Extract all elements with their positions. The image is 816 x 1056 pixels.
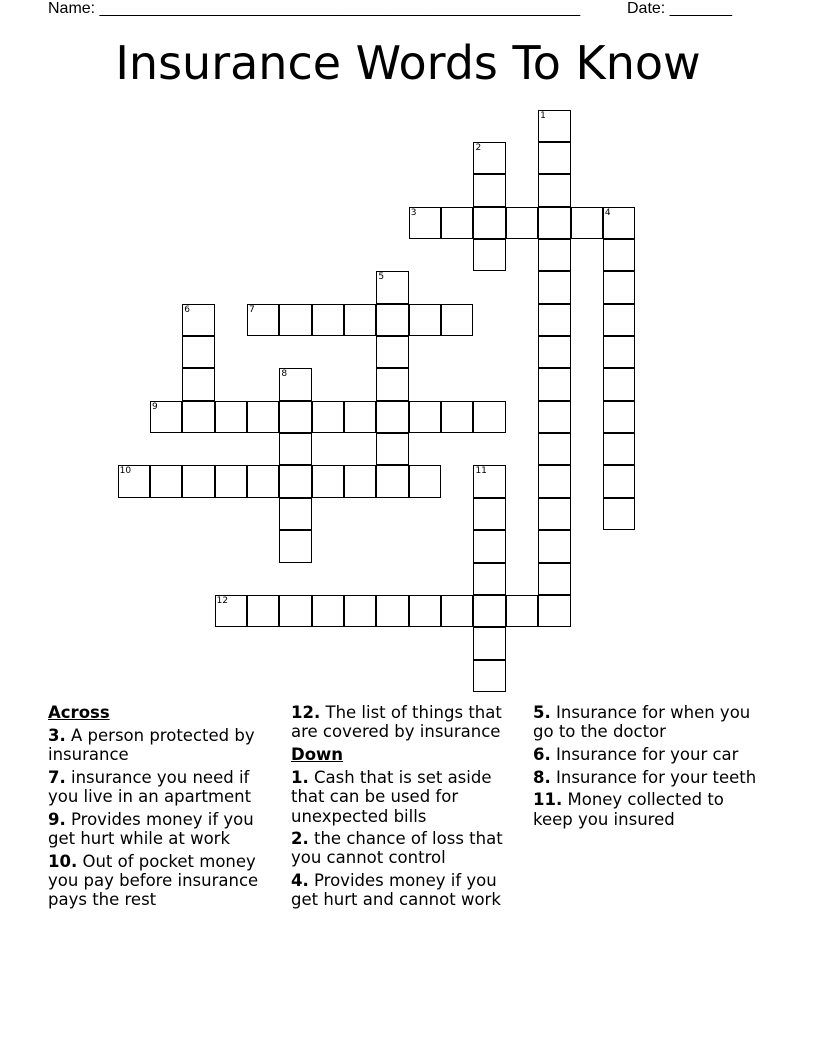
clue-down-6	[533, 745, 768, 764]
grid-cell[interactable]	[603, 368, 635, 400]
grid-cell[interactable]	[376, 304, 408, 336]
grid-cell[interactable]	[182, 304, 214, 336]
clue-number: 2.	[291, 829, 309, 849]
grid-cell[interactable]	[473, 401, 505, 433]
clue-number: 4.	[291, 871, 309, 891]
grid-cell[interactable]	[538, 530, 570, 562]
clue-text: insurance you need if you live in an apartment	[48, 768, 252, 807]
grid-cell[interactable]	[344, 465, 376, 497]
clue-number: 10.	[48, 851, 78, 871]
grid-cell[interactable]	[409, 207, 441, 239]
grid-cell[interactable]	[473, 660, 505, 692]
grid-cell[interactable]	[441, 304, 473, 336]
grid-cell[interactable]	[376, 465, 408, 497]
grid-cell[interactable]	[538, 271, 570, 303]
clue-text: Insurance for when you go to the doctor	[533, 703, 751, 742]
grid-cell[interactable]	[215, 401, 247, 433]
clue-number: 3.	[48, 726, 66, 746]
grid-cell[interactable]	[538, 595, 570, 627]
grid-cell[interactable]	[538, 433, 570, 465]
name-field-label[interactable]: Name: ______________________________________________________	[48, 0, 581, 17]
grid-cell[interactable]	[441, 401, 473, 433]
grid-cell[interactable]	[538, 174, 570, 206]
clue-text: Cash that is set aside that can be used for unexpected bills	[291, 768, 492, 826]
grid-cell[interactable]	[603, 304, 635, 336]
grid-cell[interactable]	[312, 595, 344, 627]
cell-number: 6	[184, 304, 191, 315]
down-heading: Down	[291, 744, 344, 764]
clue-text: A person protected by insurance	[48, 726, 255, 765]
cell-number: 3	[410, 207, 417, 218]
clue-down-1	[291, 768, 526, 826]
grid-cell[interactable]	[538, 110, 570, 142]
grid-cell[interactable]	[538, 465, 570, 497]
grid-cell[interactable]	[312, 465, 344, 497]
clue-text: Provides money if you get hurt and cannot work	[291, 871, 501, 910]
clue-text: Money collected to keep you insured	[533, 790, 724, 829]
cell-number: 2	[475, 142, 482, 153]
clue-text: Out of pocket money you pay before insurance pays the rest	[48, 851, 259, 910]
grid-cell[interactable]	[376, 368, 408, 400]
clue-across-10	[48, 852, 283, 910]
grid-cell[interactable]	[279, 465, 311, 497]
grid-cell[interactable]	[571, 207, 603, 239]
grid-cell[interactable]	[376, 336, 408, 368]
clue-number: 6.	[533, 744, 551, 764]
page-header	[0, 0, 816, 22]
clue-across-9	[48, 810, 283, 848]
grid-cell[interactable]	[409, 465, 441, 497]
grid-cell[interactable]	[603, 401, 635, 433]
grid-cell[interactable]	[150, 401, 182, 433]
clue-down-5	[533, 703, 768, 741]
grid-cell[interactable]	[182, 336, 214, 368]
grid-cell[interactable]	[182, 368, 214, 400]
grid-cell[interactable]	[150, 465, 182, 497]
grid-cell[interactable]	[247, 304, 279, 336]
grid-cell[interactable]	[506, 595, 538, 627]
clue-across-7	[48, 768, 283, 806]
clues-column-2	[291, 703, 526, 913]
page-title: Insurance Words To Know	[115, 36, 701, 90]
grid-cell[interactable]	[376, 595, 408, 627]
cell-number: 1	[540, 110, 546, 121]
grid-cell[interactable]	[538, 239, 570, 271]
grid-cell[interactable]	[376, 433, 408, 465]
grid-cell[interactable]	[409, 401, 441, 433]
cell-number: 10	[119, 466, 132, 477]
grid-cell[interactable]	[182, 465, 214, 497]
grid-cell[interactable]	[473, 142, 505, 174]
grid-cell[interactable]	[279, 304, 311, 336]
grid-cell[interactable]	[538, 142, 570, 174]
grid-cell[interactable]	[279, 595, 311, 627]
clue-down-11	[533, 790, 768, 828]
grid-cell[interactable]	[473, 563, 505, 595]
grid-cell[interactable]	[603, 498, 635, 530]
clue-number: 5.	[533, 703, 551, 722]
cell-number: 4	[604, 207, 611, 218]
grid-cell[interactable]	[473, 465, 505, 497]
clues-column-1	[48, 703, 283, 913]
grid-cell[interactable]	[247, 465, 279, 497]
clue-text: Insurance for your car	[556, 744, 739, 764]
grid-cell[interactable]	[409, 595, 441, 627]
grid-cell[interactable]	[538, 401, 570, 433]
clue-number: 9.	[48, 810, 66, 830]
grid-cell[interactable]	[215, 595, 247, 627]
clue-text: Insurance for your teeth	[556, 767, 757, 787]
grid-cell[interactable]	[603, 433, 635, 465]
clue-text: The list of things that are covered by insurance	[291, 703, 502, 742]
grid-cell[interactable]	[215, 465, 247, 497]
across-heading: Across	[48, 703, 110, 722]
grid-cell[interactable]	[182, 401, 214, 433]
grid-cell[interactable]	[538, 304, 570, 336]
grid-cell[interactable]	[441, 207, 473, 239]
grid-cell[interactable]	[603, 465, 635, 497]
grid-cell[interactable]	[603, 239, 635, 271]
grid-cell[interactable]	[376, 271, 408, 303]
clue-number: 11.	[533, 790, 563, 810]
grid-cell[interactable]	[538, 498, 570, 530]
grid-cell[interactable]	[473, 207, 505, 239]
grid-cell[interactable]	[312, 304, 344, 336]
grid-cell[interactable]	[247, 401, 279, 433]
cell-number: 11	[475, 466, 487, 477]
grid-cell[interactable]	[279, 401, 311, 433]
cell-number: 5	[378, 272, 385, 283]
grid-cell[interactable]	[344, 304, 376, 336]
clue-down-2	[291, 829, 526, 867]
clues-column-3	[533, 703, 768, 832]
clue-text: the chance of loss that you cannot control	[291, 829, 503, 868]
grid-cell[interactable]	[473, 595, 505, 627]
grid-cell[interactable]	[473, 498, 505, 530]
grid-cell[interactable]	[279, 368, 311, 400]
grid-cell[interactable]	[538, 207, 570, 239]
grid-cell[interactable]	[247, 595, 279, 627]
grid-cell[interactable]	[603, 271, 635, 303]
grid-cell[interactable]	[506, 207, 538, 239]
clue-number: 7.	[48, 768, 66, 788]
grid-cell[interactable]	[344, 595, 376, 627]
cell-number: 9	[151, 401, 158, 412]
date-field-label[interactable]: Date: _______	[627, 0, 732, 17]
grid-cell[interactable]	[538, 368, 570, 400]
grid-cell[interactable]	[279, 433, 311, 465]
cell-number: 8	[281, 369, 288, 380]
grid-cell[interactable]	[376, 401, 408, 433]
clue-down-4	[291, 871, 526, 909]
cell-number: 7	[249, 304, 255, 315]
grid-cell[interactable]	[312, 401, 344, 433]
grid-cell[interactable]	[441, 595, 473, 627]
grid-cell[interactable]	[409, 304, 441, 336]
grid-cell[interactable]	[538, 336, 570, 368]
clue-text: Provides money if you get hurt while at work	[48, 810, 254, 849]
grid-cell[interactable]	[279, 498, 311, 530]
grid-cell[interactable]	[473, 174, 505, 206]
grid-cell[interactable]	[344, 401, 376, 433]
cell-number: 12	[216, 595, 229, 606]
clue-number: 8.	[533, 767, 551, 787]
grid-cell[interactable]	[473, 627, 505, 659]
clue-number: 12.	[291, 703, 321, 722]
clue-across-12	[291, 703, 526, 741]
grid-cell[interactable]	[603, 336, 635, 368]
grid-cell[interactable]	[603, 207, 635, 239]
grid-cell[interactable]	[473, 530, 505, 562]
clue-across-3	[48, 726, 283, 764]
grid-cell[interactable]	[538, 563, 570, 595]
grid-cell[interactable]	[279, 530, 311, 562]
clue-number: 1.	[291, 768, 309, 788]
grid-cell[interactable]	[473, 239, 505, 271]
clue-down-8	[533, 768, 768, 787]
grid-cell[interactable]	[118, 465, 150, 497]
